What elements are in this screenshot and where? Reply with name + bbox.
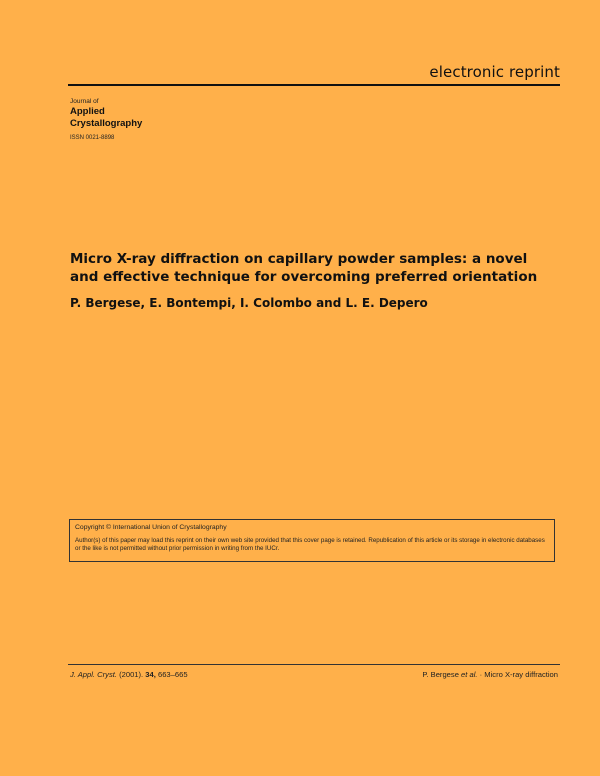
footer-running-authors: P. Bergese bbox=[422, 670, 459, 679]
journal-name-line1: Applied bbox=[70, 106, 105, 117]
journal-name-line2: Crystallography bbox=[70, 118, 143, 129]
copyright-line: Copyright © International Union of Crystallography bbox=[75, 524, 227, 531]
footer-running-title-text: · Micro X-ray diffraction bbox=[479, 670, 558, 679]
footer-rule bbox=[68, 664, 560, 665]
journal-prefix: Journal of bbox=[70, 98, 99, 105]
copyright-notice: Author(s) of this paper may load this reprint on their own web site provided that this cover page is retained. Republication of this article or its storage in electronic databases or the like is not permitted without prior permission in writing from the IUCr. bbox=[75, 537, 545, 552]
electronic-reprint-label: electronic reprint bbox=[429, 63, 560, 81]
footer-volume: 34, bbox=[145, 670, 156, 679]
footer-running-title bbox=[422, 670, 558, 679]
journal-block bbox=[70, 98, 142, 142]
footer-year: (2001). bbox=[119, 670, 144, 679]
article-title: Micro X-ray diffraction on capillary powder samples: a novel and effective technique for overcoming preferred orientation bbox=[70, 251, 538, 285]
copyright-box bbox=[69, 519, 555, 562]
footer-et-al: et al. bbox=[461, 670, 478, 679]
footer-citation bbox=[70, 670, 188, 679]
footer-journal-abbrev: J. Appl. Cryst. bbox=[70, 670, 117, 679]
footer-pages: 663–665 bbox=[157, 670, 188, 679]
header-rule bbox=[68, 84, 560, 86]
article-authors: P. Bergese, E. Bontempi, I. Colombo and L. E. Depero bbox=[70, 296, 428, 310]
issn: ISSN 0021-8898 bbox=[70, 135, 115, 141]
